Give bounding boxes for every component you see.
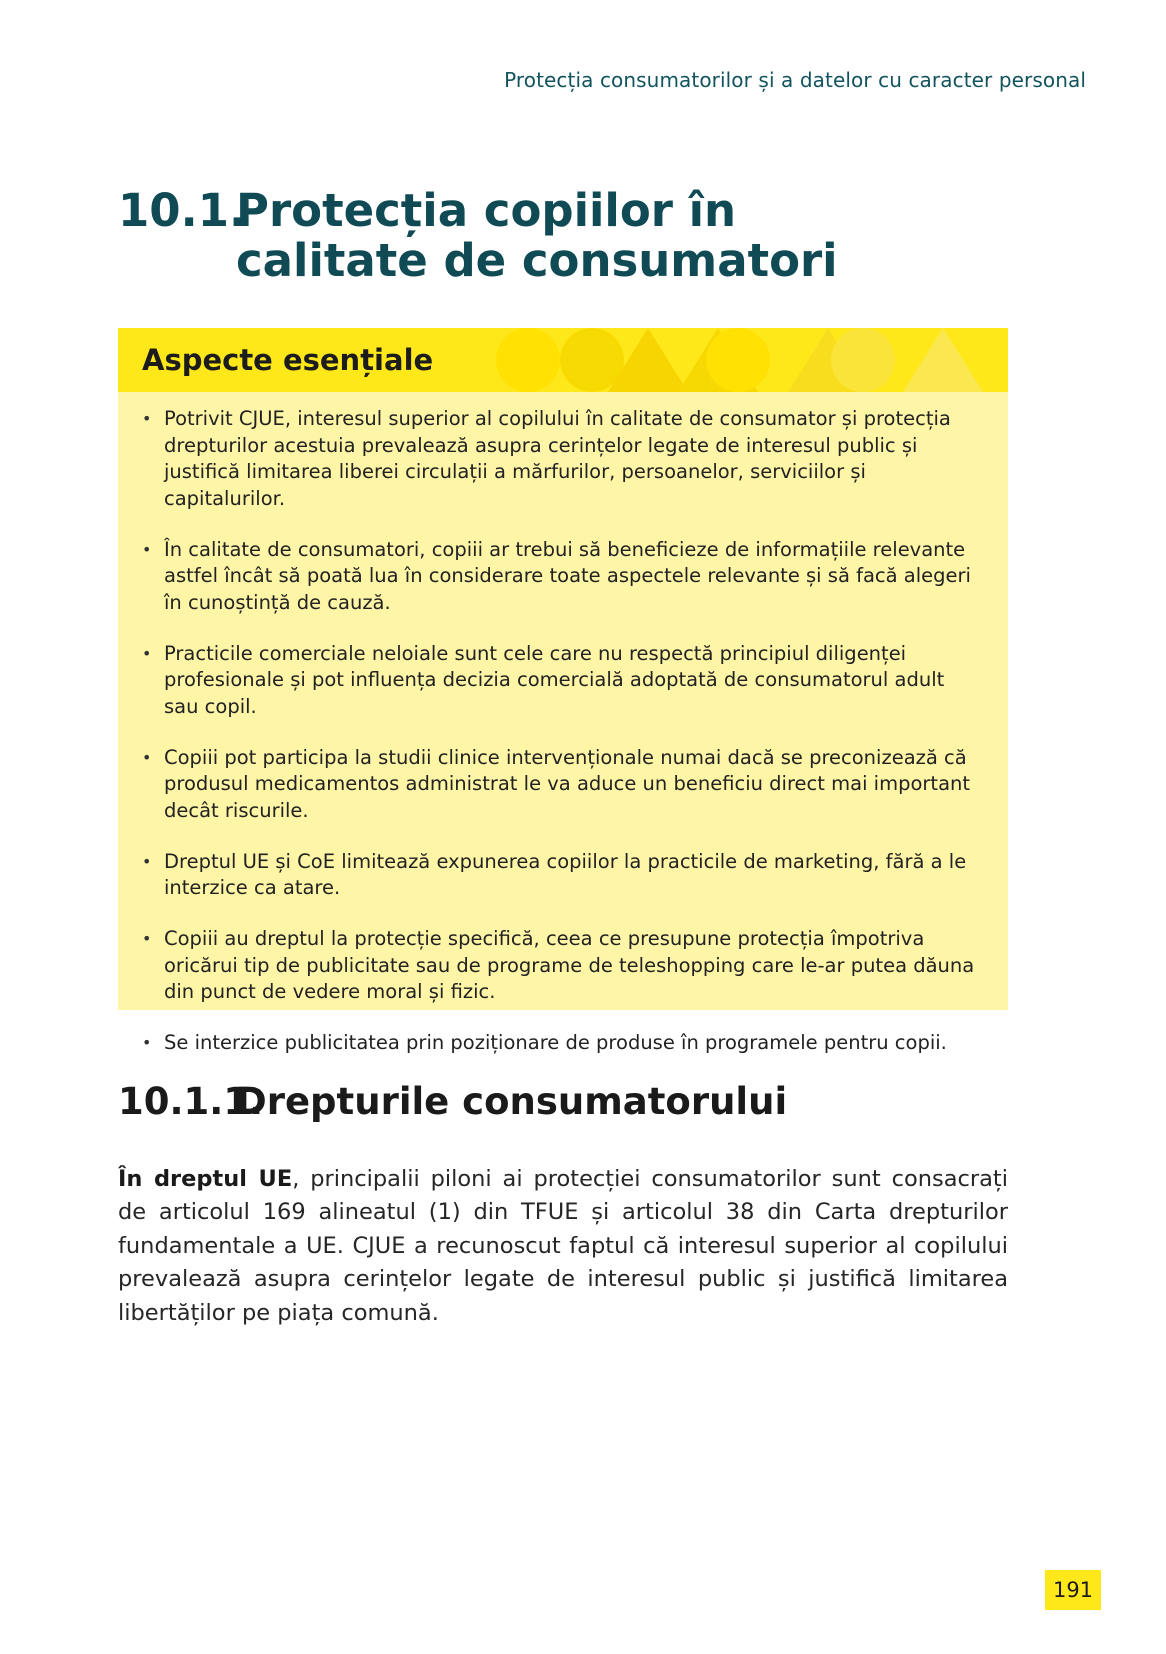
key-points-header bbox=[118, 328, 1008, 392]
section-number: 10.1.1. bbox=[118, 1080, 264, 1123]
body-paragraph bbox=[118, 1163, 1008, 1331]
running-header: Protecția consumatorilor și a datelor cu caracter personal bbox=[504, 68, 1086, 92]
body-text: , principalii piloni ai protecției consumatorilor sunt consacrați de articolul 169 alineatul (1) din TFUE și articolul 38 din Carta drepturilor fundamentale a UE. CJUE a recunoscut faptul că interesul superior al copilului prevalează asupra cerințelor legate de interesul public și justifică limitarea libertăților pe piața comună. bbox=[118, 1165, 1008, 1326]
list-item: • Practicile comerciale neloiale sunt cele care nu respectă principiul diligenței profesionale și pot influența decizia comercială adoptată de consumatorul adult sau copil. bbox=[142, 641, 980, 721]
list-item: • Se interzice publicitatea prin poziționare de produse în programele pentru copii. bbox=[142, 1030, 980, 1057]
section-heading bbox=[118, 1080, 1018, 1124]
body-lead-bold: În dreptul UE bbox=[118, 1165, 293, 1192]
decorative-shapes-icon bbox=[488, 328, 1008, 392]
page-number: 191 bbox=[1045, 1570, 1101, 1610]
key-points-heading: Aspecte esențiale bbox=[142, 343, 434, 377]
key-points-box bbox=[118, 328, 1008, 1054]
key-points-list bbox=[118, 392, 1008, 1057]
list-item: • În calitate de consumatori, copiii ar trebui să beneficieze de informațiile relevante astfel încât să poată lua în considerare toate aspectele relevante și să facă alegeri în cunoștință de cauză. bbox=[142, 537, 980, 617]
section-title: Drepturile consumatorului bbox=[236, 1080, 788, 1123]
list-item: • Dreptul UE și CoE limitează expunerea copiilor la practicile de marketing, fără a le interzice ca atare. bbox=[142, 849, 980, 902]
list-item: • Potrivit CJUE, interesul superior al copilului în calitate de consumator și protecția drepturilor acestuia prevalează asupra cerințelor legate de interesul public și justifică limitarea liberei circulații a mărfurilor, persoanelor, serviciilor și capitalurilor. bbox=[142, 406, 980, 512]
chapter-title: Protecția copiilor în calitate de consumatori bbox=[236, 184, 838, 287]
list-item: • Copiii pot participa la studii clinice intervenționale numai dacă se preconizează că produsul medicamentos administrat le va aduce un beneficiu direct mai important decât riscurile. bbox=[142, 745, 980, 825]
list-item: • Copiii au dreptul la protecție specifică, ceea ce presupune protecția împotriva oricărui tip de publicitate sau de programe de teleshopping care le-ar putea dăuna din punct de vedere moral și fizic. bbox=[142, 926, 980, 1006]
chapter-heading bbox=[118, 186, 1018, 286]
chapter-number: 10.1. bbox=[118, 184, 247, 237]
